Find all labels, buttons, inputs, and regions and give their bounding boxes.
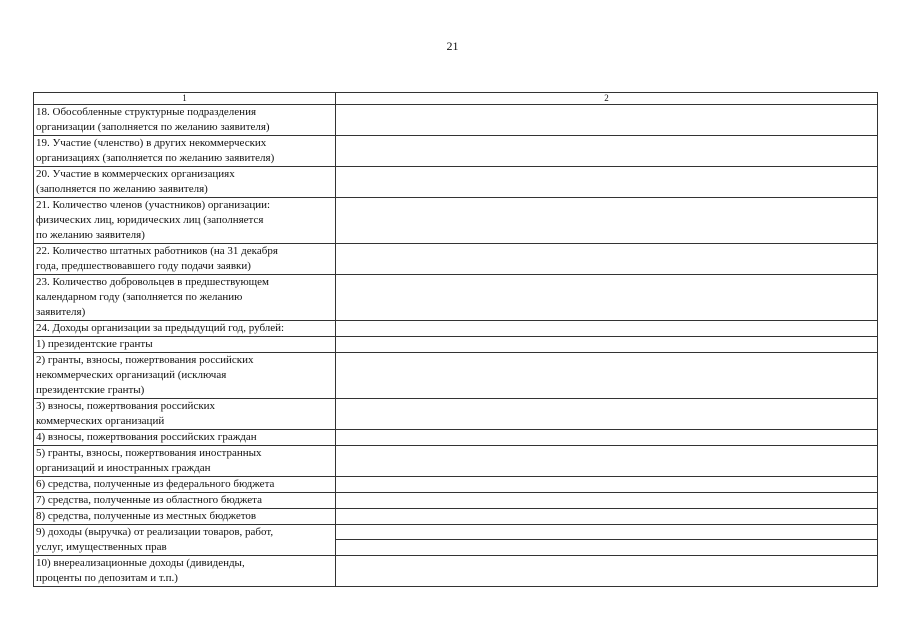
row-label-line: 3) взносы, пожертвования российских bbox=[36, 400, 216, 412]
table-row-income-local-budgets bbox=[34, 509, 878, 525]
row-label bbox=[34, 430, 336, 446]
row-label-line: 18. Обособленные структурные подразделения bbox=[36, 106, 257, 118]
table-row-income-non-operating bbox=[34, 556, 878, 587]
row-label-line: коммерческих организаций bbox=[36, 415, 165, 427]
table-row-21-member-count bbox=[34, 198, 878, 244]
row-label bbox=[34, 509, 336, 525]
row-label bbox=[34, 244, 336, 275]
row-label-line: некоммерческих организаций (исключая bbox=[36, 369, 227, 381]
row-label bbox=[34, 275, 336, 321]
row-label bbox=[34, 105, 336, 136]
row-label-line: 21. Количество членов (участников) организации: bbox=[36, 199, 271, 211]
row-value-field[interactable] bbox=[336, 105, 878, 136]
table-row-19-membership-nko bbox=[34, 136, 878, 167]
table-row-18-separate-divisions bbox=[34, 105, 878, 136]
page-number: 21 bbox=[446, 39, 459, 53]
row-label-line: 5) гранты, взносы, пожертвования иностранных bbox=[36, 447, 262, 459]
row-value-field[interactable] bbox=[336, 321, 878, 337]
column-header-1: 1 bbox=[34, 93, 336, 105]
row-label bbox=[34, 477, 336, 493]
row-label-line: услуг, имущественных прав bbox=[36, 541, 167, 553]
row-label-line: 24. Доходы организации за предыдущий год, рублей: bbox=[36, 322, 285, 334]
row-label bbox=[34, 493, 336, 509]
row-label-line: по желанию заявителя) bbox=[36, 229, 145, 241]
table-row-income-federal-budget bbox=[34, 477, 878, 493]
table-row-20-commercial-participation bbox=[34, 167, 878, 198]
row-label-line: 22. Количество штатных работников (на 31 декабря bbox=[36, 245, 278, 257]
table-row-23-volunteer-count bbox=[34, 275, 878, 321]
row-value-field[interactable] bbox=[336, 446, 878, 477]
table-row-income-regional-budget bbox=[34, 493, 878, 509]
table-row-income-sales-revenue bbox=[34, 525, 878, 556]
row-label-line: организациях (заполняется по желанию заявителя) bbox=[36, 152, 275, 164]
row-value-field[interactable] bbox=[336, 353, 878, 399]
row-value-field[interactable] bbox=[336, 430, 878, 446]
table-row-income-presidential-grants bbox=[34, 337, 878, 353]
table-row-income-foreign-grants bbox=[34, 446, 878, 477]
row-value-field[interactable] bbox=[336, 275, 878, 321]
column-header-2: 2 bbox=[336, 93, 878, 105]
row-value-field[interactable] bbox=[336, 509, 878, 525]
table-row-22-staff-count bbox=[34, 244, 878, 275]
table-header-row bbox=[34, 93, 878, 105]
row-label-line: 4) взносы, пожертвования российских граждан bbox=[36, 431, 257, 443]
row-label-line: 23. Количество добровольцев в предшествующем bbox=[36, 276, 269, 288]
row-label-line: 6) средства, полученные из федерального бюджета bbox=[36, 478, 275, 490]
row-value-field[interactable] bbox=[336, 525, 878, 556]
row-value-field[interactable] bbox=[336, 167, 878, 198]
row-value-field[interactable] bbox=[336, 198, 878, 244]
row-label bbox=[34, 337, 336, 353]
row-value-field[interactable] bbox=[336, 493, 878, 509]
row-label bbox=[34, 556, 336, 587]
row-label-line: президентские гранты) bbox=[36, 384, 145, 396]
table-row-income-commercial-donations bbox=[34, 399, 878, 430]
table-row-income-nko-grants bbox=[34, 353, 878, 399]
row-label-line: организаций и иностранных граждан bbox=[36, 462, 211, 474]
row-label-line: 19. Участие (членство) в других некоммерческих bbox=[36, 137, 267, 149]
row-label-line: 20. Участие в коммерческих организациях bbox=[36, 168, 235, 180]
cell-divider bbox=[336, 539, 877, 540]
row-value-field[interactable] bbox=[336, 337, 878, 353]
row-label bbox=[34, 446, 336, 477]
row-label-line: проценты по депозитам и т.п.) bbox=[36, 572, 178, 584]
row-label-line: 7) средства, полученные из областного бюджета bbox=[36, 494, 262, 506]
row-label-line: (заполняется по желанию заявителя) bbox=[36, 183, 208, 195]
row-label-line: 10) внереализационные доходы (дивиденды, bbox=[36, 557, 245, 569]
table-row-income-citizen-donations bbox=[34, 430, 878, 446]
row-label-line: года, предшествовавшего году подачи заявки) bbox=[36, 260, 251, 272]
row-label-line: организации (заполняется по желанию заявителя) bbox=[36, 121, 270, 133]
row-label-line: 2) гранты, взносы, пожертвования российских bbox=[36, 354, 254, 366]
row-label-line: 8) средства, полученные из местных бюджетов bbox=[36, 510, 257, 522]
row-label bbox=[34, 321, 336, 337]
row-label bbox=[34, 525, 336, 556]
row-label-line: заявителя) bbox=[36, 306, 86, 318]
application-form-table bbox=[33, 92, 878, 587]
row-label-line: физических лиц, юридических лиц (заполняется bbox=[36, 214, 264, 226]
row-value-field[interactable] bbox=[336, 399, 878, 430]
row-label-line: 9) доходы (выручка) от реализации товаров, работ, bbox=[36, 526, 274, 538]
row-label bbox=[34, 198, 336, 244]
table-row-24-income-heading bbox=[34, 321, 878, 337]
row-label-line: календарном году (заполняется по желанию bbox=[36, 291, 243, 303]
row-label bbox=[34, 136, 336, 167]
row-value-field[interactable] bbox=[336, 136, 878, 167]
row-label bbox=[34, 353, 336, 399]
row-value-field[interactable] bbox=[336, 244, 878, 275]
row-value-field[interactable] bbox=[336, 556, 878, 587]
row-label bbox=[34, 167, 336, 198]
row-label-line: 1) президентские гранты bbox=[36, 338, 153, 350]
row-value-field[interactable] bbox=[336, 477, 878, 493]
row-label bbox=[34, 399, 336, 430]
